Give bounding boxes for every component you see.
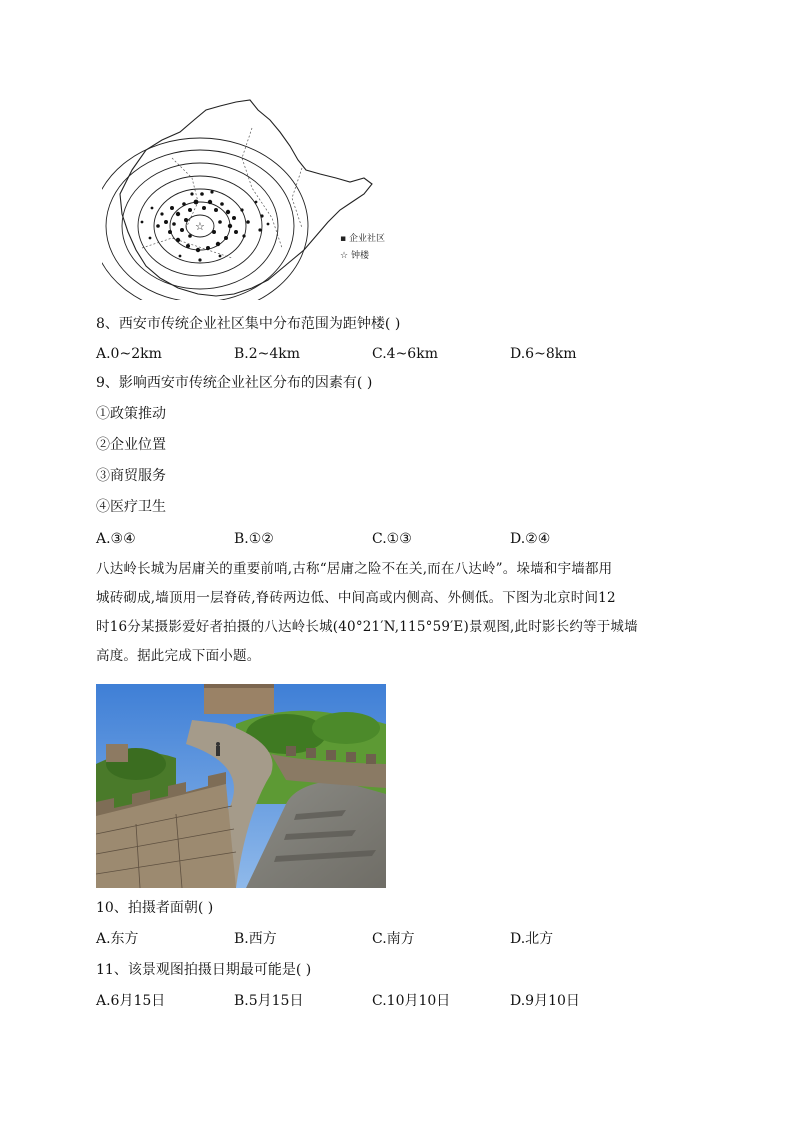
great-wall-photo [96, 684, 386, 888]
legend-bell-tower: ☆ 钟楼 [340, 251, 369, 261]
legend-community: ▪ 企业社区 [340, 234, 385, 244]
q11-option-b[interactable]: B.5月15日 [234, 993, 304, 1009]
passage-line: 时16分某摄影爱好者拍摄的八达岭长城(40°21′N,115°59′E)景观图,此时影长约等于城墙 [96, 619, 638, 635]
q8-option-c[interactable]: C.4~6km [372, 346, 438, 362]
q10-option-a[interactable]: A.东方 [96, 931, 139, 947]
q9-item-1: ①政策推动 [96, 406, 166, 422]
q9-item-2: ②企业位置 [96, 437, 166, 453]
q9-item-3: ③商贸服务 [96, 468, 166, 484]
q9-option-b[interactable]: B.①② [234, 531, 274, 547]
q9-stem: 9、影响西安市传统企业社区分布的因素有( ) [96, 375, 373, 391]
q9-option-d[interactable]: D.②④ [510, 531, 551, 547]
q11-option-c[interactable]: C.10月10日 [372, 993, 451, 1009]
q11-option-d[interactable]: D.9月10日 [510, 993, 580, 1009]
bell-tower-icon: ☆ [195, 220, 205, 233]
map-drawing [102, 98, 402, 300]
star-icon: ☆ [340, 251, 349, 261]
region-outline [120, 100, 372, 296]
photo-illustration [96, 684, 386, 888]
q8-stem: 8、西安市传统企业社区集中分布范围为距钟楼( ) [96, 316, 401, 332]
q9-option-c[interactable]: C.①③ [372, 531, 412, 547]
community-dots [141, 190, 270, 261]
q8-option-a[interactable]: A.0~2km [96, 346, 162, 362]
q8-option-d[interactable]: D.6~8km [510, 346, 577, 362]
passage-line: 城砖砌成,墙顶用一层脊砖,脊砖两边低、中间高或内侧高、外侧低。下图为北京时间12 [96, 590, 616, 606]
q10-option-d[interactable]: D.北方 [510, 931, 554, 947]
q10-stem: 10、拍摄者面朝( ) [96, 900, 214, 916]
distance-rings [102, 138, 308, 300]
q10-option-c[interactable]: C.南方 [372, 931, 415, 947]
community-dot-icon: ▪ [340, 234, 347, 244]
q8-option-b[interactable]: B.2~4km [234, 346, 301, 362]
reading-passage [96, 555, 702, 671]
q10-option-b[interactable]: B.西方 [234, 931, 277, 947]
q11-stem: 11、该景观图拍摄日期最可能是( ) [96, 962, 312, 978]
xian-community-map [102, 98, 402, 300]
q11-option-a[interactable]: A.6月15日 [96, 993, 166, 1009]
passage-line: 高度。据此完成下面小题。 [96, 648, 261, 664]
q9-option-a[interactable]: A.③④ [96, 531, 136, 547]
passage-line: 八达岭长城为居庸关的重要前哨,古称“居庸之险不在关,而在八达岭”。垛墙和宇墙都用 [96, 561, 613, 577]
q9-item-4: ④医疗卫生 [96, 499, 166, 515]
